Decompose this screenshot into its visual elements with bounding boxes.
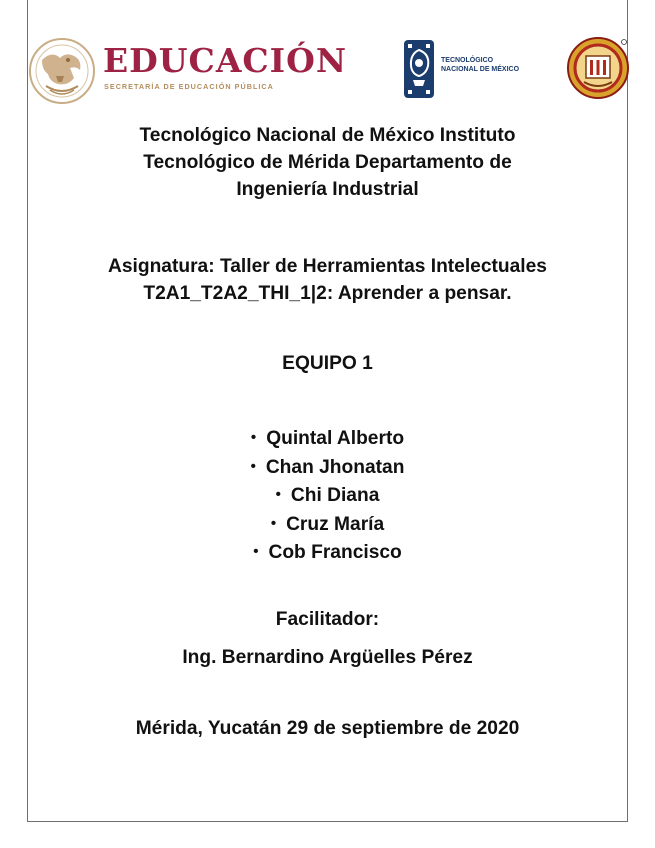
sep-subtitle: SECRETARÍA DE EDUCACIÓN PÚBLICA: [104, 82, 274, 91]
tecnm-wordmark: [441, 56, 519, 74]
tecnm-gear-icon: [400, 38, 438, 100]
logo-header: [0, 0, 655, 110]
member-name: Chan Jhonatan: [265, 456, 405, 478]
member-name: Cob Francisco: [268, 542, 402, 563]
subject-line-2: T2A1_T2A2_THI_1|2: Aprender a pensar.: [143, 283, 512, 304]
list-item: [0, 538, 655, 567]
place-date: Mérida, Yucatán 29 de septiembre de 2020: [135, 718, 520, 739]
mexican-eagle-seal-icon: [28, 36, 96, 106]
list-item: [0, 510, 655, 539]
tecnm-line-2: NACIONAL DE MÉXICO: [441, 66, 520, 73]
members-list: [0, 424, 655, 567]
member-name: Chi Diana: [290, 485, 380, 506]
member-name: Cruz María: [286, 513, 385, 535]
team-title: EQUIPO 1: [282, 353, 373, 374]
itm-institute-seal-icon: [566, 36, 630, 100]
list-item: [0, 453, 655, 482]
subject-heading: [0, 253, 655, 307]
list-item: [0, 424, 655, 453]
sep-wordmark: EDUCACIÓN: [103, 41, 348, 80]
facilitator-label: Facilitador:: [275, 609, 380, 630]
institution-line-3: Ingeniería Industrial: [236, 179, 419, 200]
tecnm-line-1: TECNOLÓGICO: [441, 57, 494, 64]
bullet-icon: •: [253, 543, 259, 560]
member-name: Quintal Alberto: [266, 428, 405, 449]
subject-line-1: Asignatura: Taller de Herramientas Intelectuales: [108, 256, 547, 277]
bullet-icon: •: [275, 486, 281, 503]
facilitator-name: Ing. Bernardino Argüelles Pérez: [182, 647, 473, 668]
bullet-icon: •: [250, 429, 257, 446]
list-item: [0, 481, 655, 510]
bullet-icon: •: [250, 457, 256, 475]
institution-line-1: Tecnológico Nacional de México Instituto: [139, 125, 516, 146]
bullet-icon: •: [270, 514, 277, 532]
institution-line-2: Tecnológico de Mérida Departamento de: [143, 152, 512, 173]
institution-heading: [0, 122, 655, 203]
